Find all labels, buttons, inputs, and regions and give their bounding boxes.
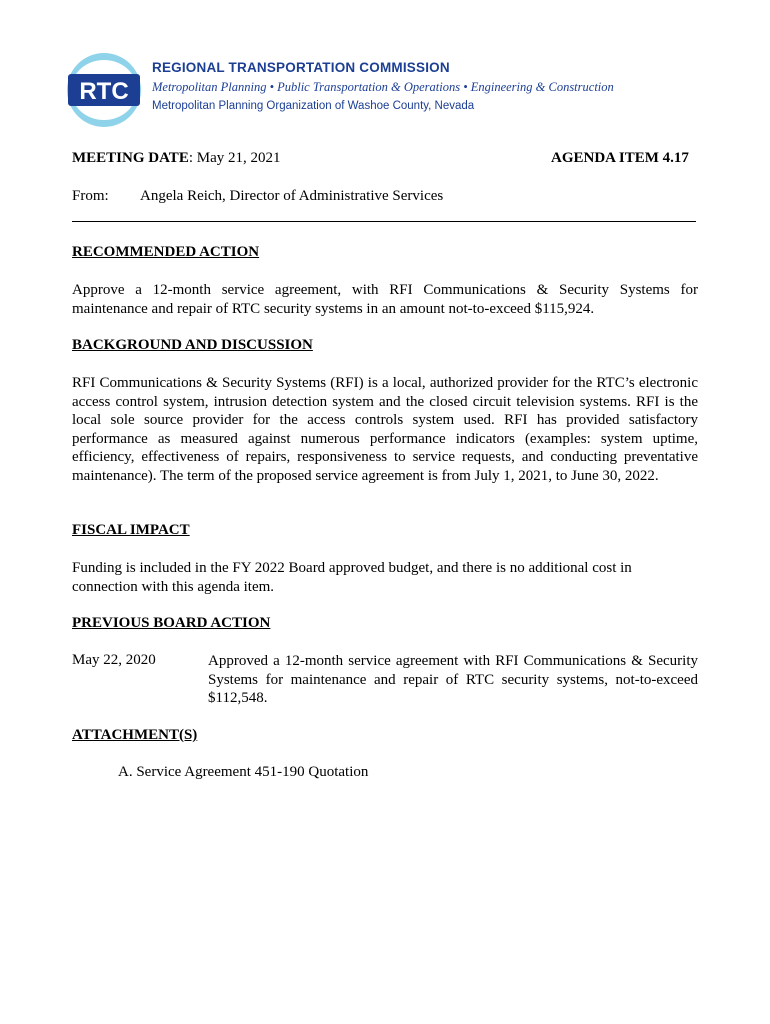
meeting-date-line	[72, 150, 281, 167]
header-divider	[72, 221, 696, 222]
rtc-logo	[66, 52, 142, 128]
org-name: REGIONAL TRANSPORTATION COMMISSION	[152, 60, 450, 75]
fiscal-impact-heading: FISCAL IMPACT	[72, 522, 190, 538]
attachments-heading: ATTACHMENT(S)	[72, 727, 198, 743]
attachment-item: A. Service Agreement 451-190 Quotation	[118, 764, 369, 780]
from-value: Angela Reich, Director of Administrative Services	[140, 188, 444, 204]
previous-action-date: May 22, 2020	[72, 652, 156, 668]
previous-action-text: Approved a 12-month service agreement with RFI Communications & Security Systems for maintenance and repair of RTC security systems, not-to-exceed $112,548.	[208, 653, 698, 706]
background-text: RFI Communications & Security Systems (RFI) is a local, authorized provider for the RTC’s electronic access control system, intrusion detection system and the closed circuit television systems. RFI is the local sole source provider for the access controls system used. RFI has provided satisfactory performance as measured against numerous performance indicators (examples: system uptime, efficiency, effectiveness of repairs, responsiveness to service requests, and conducting preventative maintenance). The term of the proposed service agreement is from July 1, 2021, to June 30, 2022.	[72, 375, 698, 484]
previous-board-action-heading: PREVIOUS BOARD ACTION	[72, 615, 271, 631]
agenda-item: AGENDA ITEM 4.17	[551, 150, 689, 166]
recommended-action-text: Approve a 12-month service agreement, with RFI Communications & Security Systems for maintenance and repair of RTC security systems in an amount not-to-exceed $115,924.	[72, 282, 698, 317]
meeting-date-value: : May 21, 2021	[188, 150, 281, 166]
logo-text: RTC	[79, 78, 129, 105]
org-header	[152, 60, 614, 112]
meeting-date-label: MEETING DATE	[72, 150, 189, 166]
org-subtitle: Metropolitan Planning Organization of Washoe County, Nevada	[152, 100, 475, 112]
org-tagline: Metropolitan Planning • Public Transportation & Operations • Engineering & Construction	[152, 80, 614, 94]
fiscal-impact-text: Funding is included in the FY 2022 Board approved budget, and there is no additional cost in connection with this agenda item.	[72, 560, 632, 595]
background-heading: BACKGROUND AND DISCUSSION	[72, 337, 313, 353]
recommended-action-heading: RECOMMENDED ACTION	[72, 244, 260, 260]
from-label: From:	[72, 188, 109, 204]
